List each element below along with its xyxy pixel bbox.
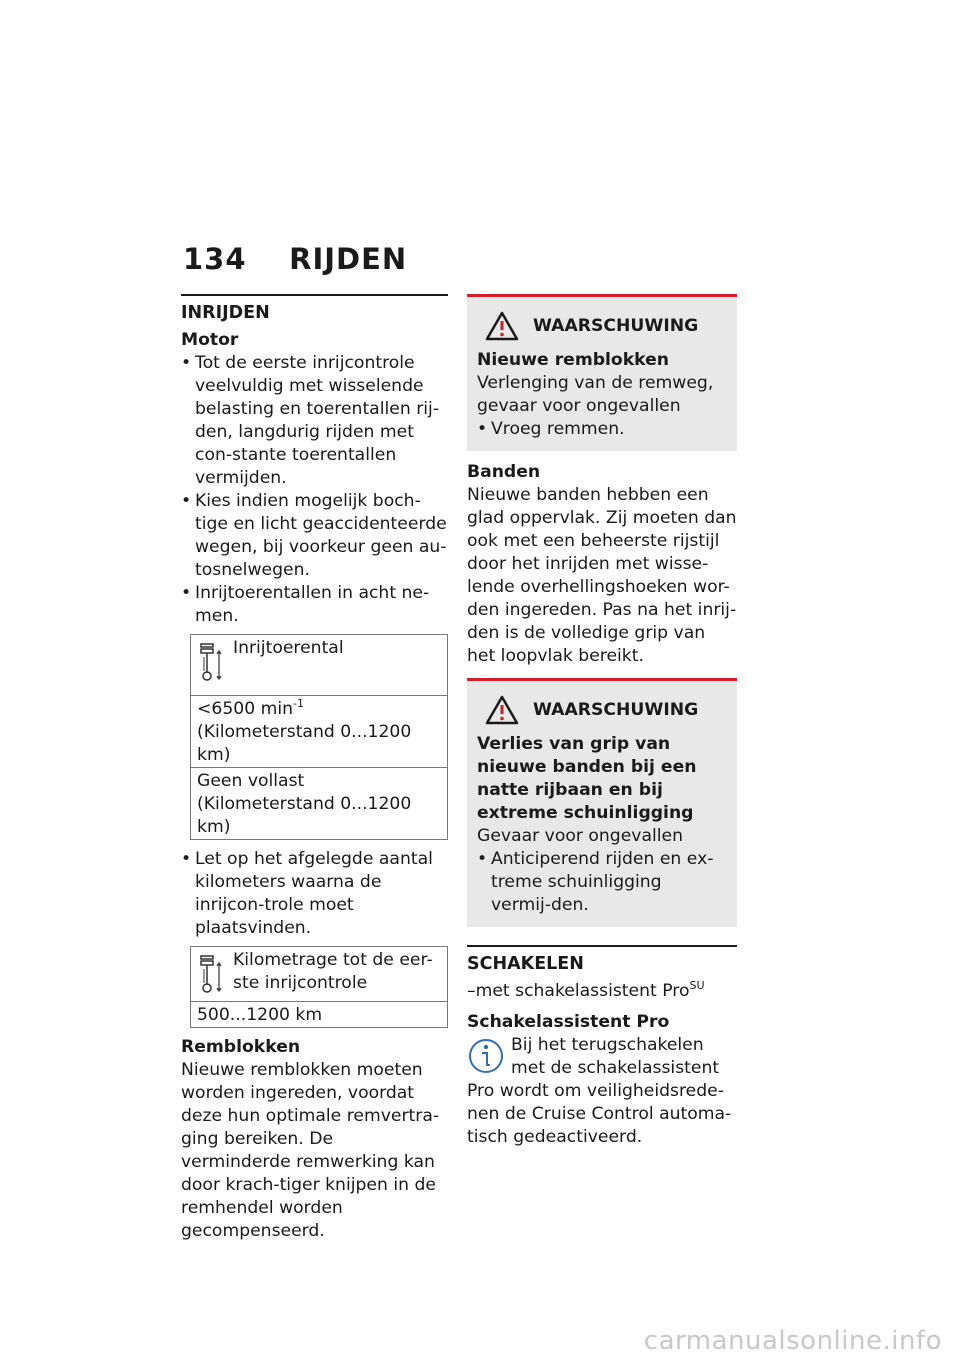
section-heading-inrijden: INRIJDEN (181, 303, 270, 323)
schakel-note-text: –met schakelassistent Pro (467, 981, 690, 1001)
spec-value: <6500 min (197, 699, 294, 719)
banden-heading: Banden (467, 462, 541, 482)
spec-title: Inrijtoerental (233, 638, 344, 658)
watermark: carmanualsonline.info (643, 1326, 942, 1356)
motor-heading: Motor (181, 330, 239, 350)
left-column (181, 294, 448, 1243)
schakel-heading: Schakelassistent Pro (467, 1012, 670, 1032)
spec-row (191, 696, 447, 767)
option-code: SU (689, 979, 705, 992)
section-heading-schakelen: SCHAKELEN (467, 954, 584, 974)
warning-triangle-icon (485, 695, 519, 725)
list-item: • Kies indien mogelijk boch-tige en licht geaccidenteerde wegen, bij voorkeur geen au-tosnelwegen. (181, 490, 448, 582)
warning-label: WAARSCHUWING (533, 315, 699, 336)
motor-bullets-continued (181, 848, 448, 940)
warning-header (477, 311, 727, 341)
motor-bullets (181, 352, 448, 628)
warning-title: Nieuwe remblokken (477, 350, 670, 370)
list-item: • Anticiperend rijden en ex-treme schuinligging vermij-den. (477, 848, 727, 917)
warning-text: Verlenging van de remweg, gevaar voor ongevallen (477, 373, 714, 416)
page-header (183, 242, 407, 276)
engine-gauge-icon (191, 947, 229, 1001)
spec-table-inrijtoerental (190, 634, 448, 840)
warning-box-banden (467, 678, 737, 927)
warning-label: WAARSCHUWING (533, 699, 699, 720)
chapter-title: RIJDEN (289, 242, 408, 276)
spec-title: Kilometrage tot de eer-ste inrijcontrole (233, 950, 433, 993)
list-item: • Let op het afgelegde aantal kilometers waarna de inrijcon-trole moet plaatsvinden. (181, 848, 448, 940)
spec-row: Geen vollast (Kilometerstand 0...1200 km) (191, 767, 447, 839)
list-item: • Tot de eerste inrijcontrole veelvuldig met wisselende belasting en toerentallen rij-den, langdurig rijden met con-stante toerentallen vermijden. (181, 352, 448, 490)
warning-text: Gevaar voor ongevallen (477, 826, 684, 846)
warning-header (477, 695, 727, 725)
remblokken-heading: Remblokken (181, 1037, 301, 1057)
spec-table-header (191, 635, 447, 696)
list-item: • Vroeg remmen. (477, 418, 727, 441)
warning-bullets (477, 848, 727, 917)
engine-gauge-icon (191, 635, 229, 695)
spec-value-detail: (Kilometerstand 0...1200 km) (197, 722, 412, 765)
remblokken-text: Nieuwe remblokken moeten worden ingereden, voordat deze hun optimale remvertra-ging bereiken. De verminderde remwerking kan door krach-tiger knijpen in de remhendel worden gecompenseerd. (181, 1060, 440, 1241)
warning-triangle-icon (485, 311, 519, 341)
spec-table-header (191, 947, 447, 1002)
banden-text: Nieuwe banden hebben een glad oppervlak. Zij moeten dan ook met een beheerste rijstijl door het inrijden met wisse-lende overhellingshoeken wor-den ingereden. Pas na het inrij-den is de volledige grip van het loopvlak bereikt. (467, 485, 737, 666)
spec-unit-exponent: -1 (293, 697, 304, 710)
schakel-note (467, 980, 737, 1003)
warning-bullets (477, 418, 727, 441)
page-number: 134 (183, 242, 247, 276)
info-icon (467, 1036, 505, 1076)
warning-title: Verlies van grip van nieuwe banden bij een natte rijbaan en bij extreme schuinligging (477, 734, 697, 823)
list-item: • Inrijtoerentallen in acht ne-men. (181, 582, 448, 628)
spec-table-kilometrage (190, 946, 448, 1028)
info-block (467, 1034, 737, 1149)
info-text: Bij het terugschakelen met de schakelassistent Pro wordt om veiligheidsrede-nen de Cruise Control automa-tisch gedeactiveerd. (467, 1035, 732, 1147)
right-column (467, 294, 737, 1149)
spec-row: 500...1200 km (197, 1005, 323, 1025)
warning-box-remblokken (467, 294, 737, 451)
